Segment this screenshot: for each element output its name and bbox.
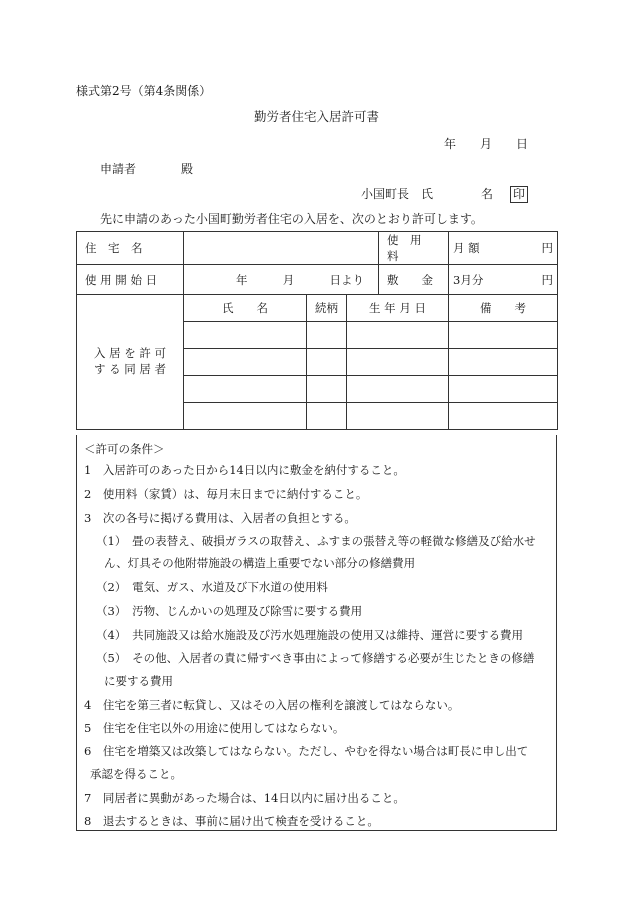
cohabitant-relation-cell[interactable] (307, 349, 347, 376)
col-name-header: 氏 名 (184, 295, 307, 322)
condition-subitem: （1） 畳の表替え、破損ガラスの取替え、ふすまの張替え等の軽微な修繕及び給水せ (96, 534, 536, 548)
applicant-label: 申請者 (100, 162, 137, 176)
usage-fee-yen: 円 (541, 241, 553, 255)
date-year: 年 (444, 137, 457, 151)
seal-mark (510, 186, 528, 203)
seal-text: 印 (510, 186, 528, 203)
condition-subitem-cont: に要する費用 (104, 674, 173, 688)
start-date-label: 使 用 開 始 日 (77, 265, 184, 295)
col-remarks-header: 備 考 (449, 295, 558, 322)
cohabitant-name-cell[interactable] (184, 403, 307, 430)
col-relation-header: 続柄 (307, 295, 347, 322)
three-months-label: 3月分 (453, 272, 484, 287)
condition-item: 5 住宅を住宅以外の用途に使用してはならない。 (84, 721, 345, 735)
deposit-yen: 円 (541, 272, 553, 287)
cohabitant-remarks-cell[interactable] (449, 376, 558, 403)
start-year: 年 (236, 272, 248, 287)
cohabitant-name-cell[interactable] (184, 349, 307, 376)
condition-item: 7 同居者に異動があった場合は、14日以内に届け出ること。 (84, 791, 405, 805)
cohabitant-relation-cell[interactable] (307, 376, 347, 403)
permit-table (76, 231, 558, 430)
form-number: 様式第2号（第4条関係） (76, 84, 212, 98)
document-title: 勤労者住宅入居許可書 (254, 109, 380, 124)
cohabitant-label-line2: す る 同 居 者 (93, 362, 167, 376)
cohabitant-birth-cell[interactable] (347, 349, 449, 376)
condition-subitem: （4） 共同施設又は給水施設及び汚水処理施設の使用又は維持、運営に要する費用 (96, 628, 524, 642)
mayor-name-label: 名 (481, 187, 494, 201)
cohabitant-name-cell[interactable] (184, 376, 307, 403)
cohabitant-label-line1: 入 居 を 許 可 (93, 346, 167, 361)
condition-subitem: （3） 汚物、じんかいの処理及び除雪に要する費用 (96, 604, 363, 618)
condition-item: 6 住宅を増築又は改築してはならない。ただし、やむを得ない場合は町長に申し出て (84, 744, 529, 758)
monthly-label: 月 額 (453, 241, 480, 255)
cohabitant-label (77, 295, 184, 430)
cohabitant-remarks-cell[interactable] (449, 322, 558, 349)
housing-name-label: 住 宅 名 (77, 232, 184, 265)
condition-item: 4 住宅を第三者に転貸し、又はその入居の権利を譲渡してはならない。 (84, 698, 460, 712)
cohabitant-relation-cell[interactable] (307, 322, 347, 349)
condition-subitem: （2） 電気、ガス、水道及び下水道の使用料 (96, 580, 328, 594)
housing-name-field[interactable] (184, 232, 379, 265)
condition-item-cont: 承認を得ること。 (90, 767, 182, 781)
cohabitant-remarks-cell[interactable] (449, 403, 558, 430)
condition-subitem-cont: ん、灯具その他附帯施設の構造上重要でない部分の修繕費用 (104, 556, 416, 570)
start-date-field[interactable] (184, 265, 379, 295)
cohabitant-birth-cell[interactable] (347, 376, 449, 403)
date-day: 日 (516, 137, 529, 151)
cohabitant-name-cell[interactable] (184, 322, 307, 349)
cohabitant-birth-cell[interactable] (347, 403, 449, 430)
start-from: 日より (329, 272, 364, 287)
cohabitant-birth-cell[interactable] (347, 322, 449, 349)
condition-item: 3 次の各号に掲げる費用は、入居者の負担とする。 (84, 511, 356, 525)
cohabitant-relation-cell[interactable] (307, 403, 347, 430)
dono-label: 殿 (181, 162, 194, 176)
col-birth-header: 生 年 月 日 (347, 295, 449, 322)
deposit-field[interactable] (449, 265, 558, 295)
usage-fee-label: 使 用 料 (379, 232, 449, 265)
condition-item: 8 退去するときは、事前に届け出て検査を受けること。 (84, 814, 379, 828)
deposit-label: 敷 金 (379, 265, 449, 295)
condition-subitem: （5） その他、入居者の責に帰すべき事由によって修繕する必要が生じたときの修繕 (96, 651, 535, 665)
condition-item: 2 使用料（家賃）は、毎月末日までに納付すること。 (84, 487, 368, 501)
mayor-label: 小国町長 氏 (361, 187, 434, 201)
intro-text: 先に申請のあった小国町勤労者住宅の入居を、次のとおり許可します。 (100, 212, 483, 226)
conditions-heading: ＜許可の条件＞ (84, 442, 165, 456)
condition-item: 1 入居許可のあった日から14日以内に敷金を納付すること。 (84, 463, 405, 477)
date-month: 月 (480, 137, 493, 151)
start-month: 月 (282, 272, 295, 287)
usage-fee-field[interactable] (449, 232, 558, 265)
cohabitant-remarks-cell[interactable] (449, 349, 558, 376)
